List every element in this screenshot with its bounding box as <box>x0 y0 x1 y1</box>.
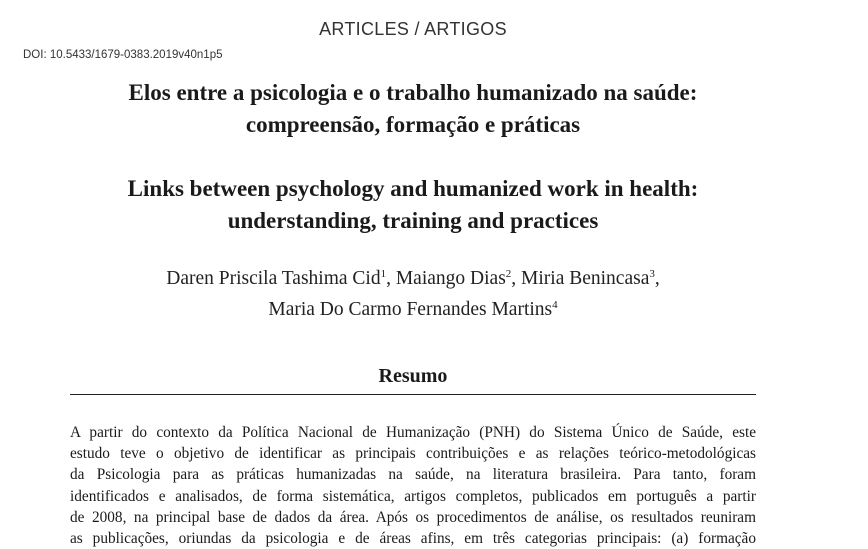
author-separator: , <box>654 268 660 289</box>
affiliation-marker[interactable]: 2 <box>505 268 512 280</box>
title-portuguese-line-1: Elos entre a psicologia e o trabalho humanizado na saúde: <box>128 80 698 105</box>
title-english-line-2: understanding, training and practices <box>227 208 599 233</box>
abstract-line: estudo teve o objetivo de identificar as principais contribuições e as relações teórico-metodológicas <box>70 445 756 463</box>
author-name: Maiango Dias <box>395 268 506 289</box>
title-portuguese-line-2: compreensão, formação e práticas <box>245 112 581 137</box>
abstract-line: identificados e analisados, de forma sistemática, artigos completos, publicados em português a partir <box>70 487 756 505</box>
doi[interactable]: DOI: 10.5433/1679-0383.2019v40n1p5 <box>23 49 223 61</box>
author-name: Miria Benincasa <box>521 268 650 289</box>
title-english <box>60 173 766 237</box>
abstract-line: de 2008, na principal base de dados da área. Após os procedimentos de análise, os resultados reuniram <box>70 508 756 526</box>
abstract-line: da Psicologia para as práticas humanizadas na saúde, na literatura brasileira. Para tanto, foram <box>70 466 756 484</box>
title-english-line-1: Links between psychology and humanized work in health: <box>127 176 699 201</box>
abstract-body <box>70 422 756 549</box>
abstract-line: as publicações, oriundas da psicologia e de áreas afins, em três categorias principais: (a) formação <box>70 530 756 548</box>
author-separator: , <box>386 268 396 289</box>
author-separator: , <box>511 268 522 289</box>
author-list <box>60 263 766 325</box>
title-portuguese <box>60 77 766 141</box>
affiliation-marker[interactable]: 3 <box>649 268 655 280</box>
section-label: ARTICLES / ARTIGOS <box>319 19 507 39</box>
author-line-1 <box>60 263 766 294</box>
affiliation-marker[interactable]: 4 <box>552 299 558 311</box>
abstract-line: A partir do contexto da Política Nacional de Humanização (PNH) do Sistema Único de Saúde, este <box>70 424 756 441</box>
author-name: Daren Priscila Tashima Cid <box>166 268 381 289</box>
abstract-divider <box>70 394 756 395</box>
abstract-heading: Resumo <box>378 365 448 387</box>
author-line-2 <box>60 294 766 325</box>
affiliation-marker[interactable]: 1 <box>380 268 387 280</box>
author-name: Maria Do Carmo Fernandes Martins <box>268 299 553 320</box>
